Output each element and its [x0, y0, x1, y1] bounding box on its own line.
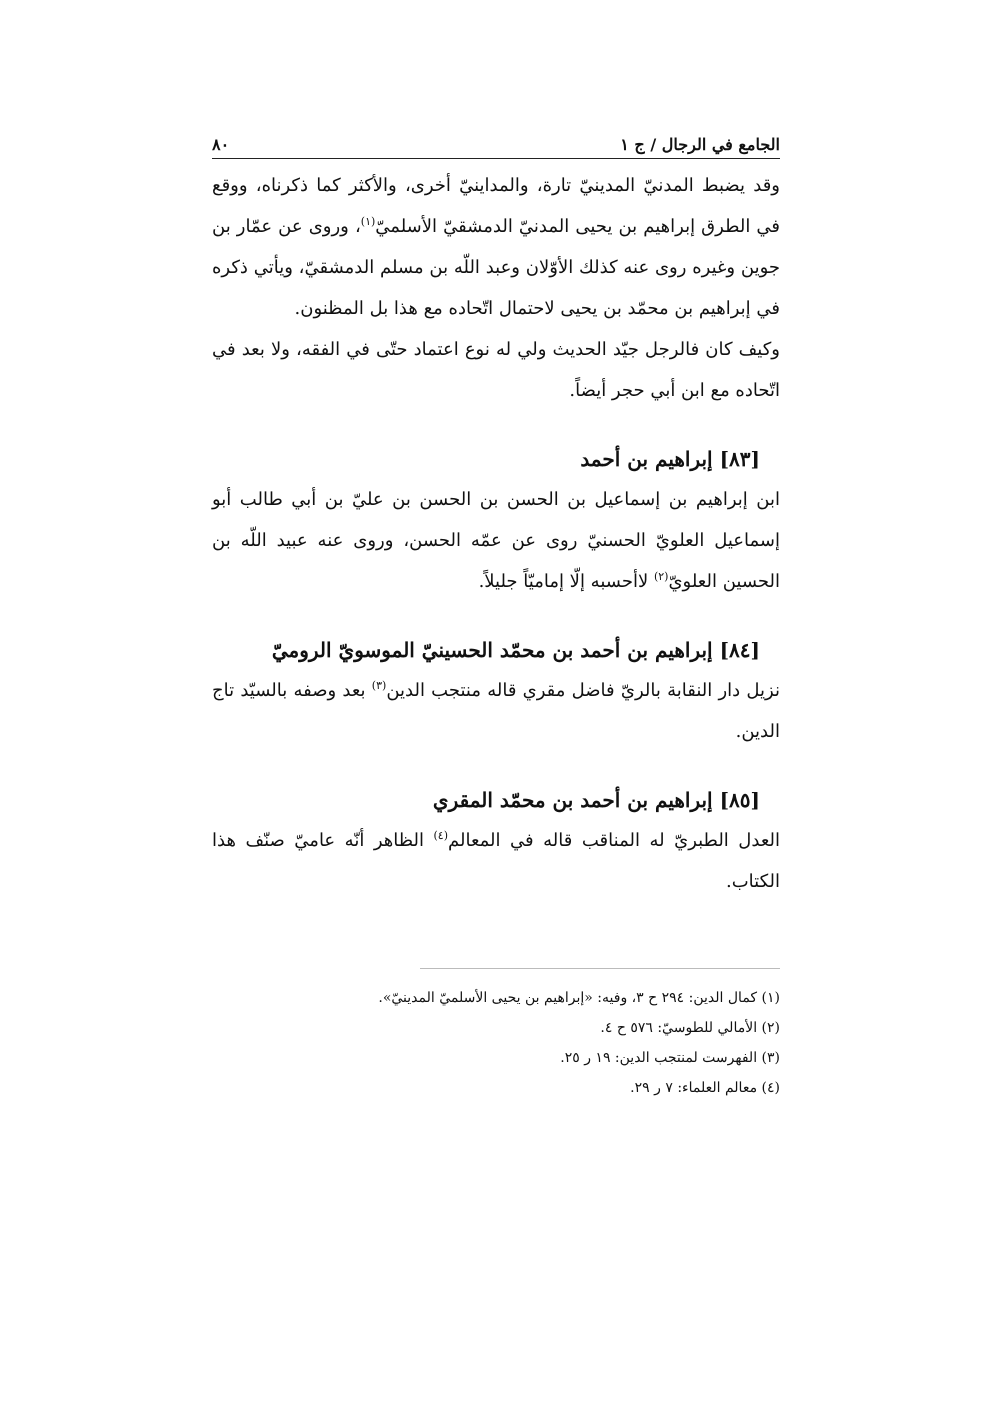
footnote-ref-3: (٣)	[371, 679, 387, 692]
footnote-4: (٤) معالم العلماء: ٧ ر ٢٩.	[630, 1080, 780, 1096]
entry-text-b: لاأحسبه إلّا إماميّاً جليلاً.	[478, 571, 654, 592]
entry-heading: [٨٥] إبراهيم بن أحمد بن محمّد المقري	[432, 788, 760, 812]
footnote-1: (١) كمال الدين: ٢٩٤ ح ٣، وفيه: «إبراهيم بن يحيى الأسلميّ المدينيّ».	[378, 990, 780, 1006]
footnote-3: (٣) الفهرست لمنتجب الدين: ١٩ ر ٢٥.	[560, 1050, 780, 1066]
footnote-ref-1: (١)	[360, 215, 376, 228]
entry-83	[212, 439, 780, 602]
page-number: ٨٠	[212, 135, 230, 154]
footnote-separator	[420, 968, 780, 969]
book-page	[212, 118, 780, 1103]
book-title: الجامع في الرجال / ج ١	[620, 135, 780, 154]
entry-text-a: ابن إبراهيم بن إسماعيل بن الحسن بن الحسن بن عليّ بن أبي طالب أبو إسماعيل العلويّ الحسنيّ روى عن عمّه الحسن، وروى عنه عبيد اللّه بن الحسين العلويّ	[212, 489, 780, 592]
intro-paragraph-1	[212, 165, 780, 329]
footnote-ref-4: (٤)	[433, 829, 449, 842]
running-header	[212, 118, 780, 159]
entry-text-a: العدل الطبريّ له المناقب قاله في المعالم	[448, 830, 780, 851]
entry-text-b: الظاهر أنّه عاميّ صنّف هذا الكتاب.	[212, 830, 780, 892]
entry-85	[212, 780, 780, 902]
intro-section	[212, 165, 780, 411]
entry-84	[212, 630, 780, 752]
intro-p1-text-b: ، وروى عن عمّار بن جوين وغيره روى عنه كذلك الأوّلان وعبد اللّه بن مسلم الدمشقيّ، ويأتي ذكره في إبراهيم بن محمّد بن يحيى لاحتمال اتّحاده مع هذا بل المظنون.	[212, 216, 780, 319]
intro-paragraph-2: وكيف كان فالرجل جيّد الحديث ولي له نوع اعتماد حتّى في الفقه، ولا بعد في اتّحاده مع ابن أبي حجر أيضاً.	[212, 339, 780, 401]
entry-heading: [٨٤] إبراهيم بن أحمد بن محمّد الحسينيّ الموسويّ الروميّ	[271, 638, 760, 662]
intro-p1-text-a: وقد يضبط المدنيّ المدينيّ تارة، والمداينيّ أخرى، والأكثر كما ذكرناه، ووقع في الطرق إبراهيم بن يحيى المدنيّ الدمشقيّ الأسلميّ	[212, 175, 780, 237]
entry-text-a: نزيل دار النقابة بالريّ فاضل مقري قاله منتجب الدين	[386, 680, 780, 701]
entry-text-b: بعد وصفه بالسيّد تاج الدين.	[212, 680, 780, 742]
entry-text	[212, 820, 780, 902]
entry-text	[212, 479, 780, 602]
footnote-2: (٢) الأمالي للطوسيّ: ٥٧٦ ح ٤.	[600, 1020, 780, 1036]
entry-text	[212, 670, 780, 752]
footnote-ref-2: (٢)	[653, 570, 669, 583]
footnotes	[212, 983, 780, 1103]
entry-heading: [٨٣] إبراهيم بن أحمد	[580, 447, 760, 471]
